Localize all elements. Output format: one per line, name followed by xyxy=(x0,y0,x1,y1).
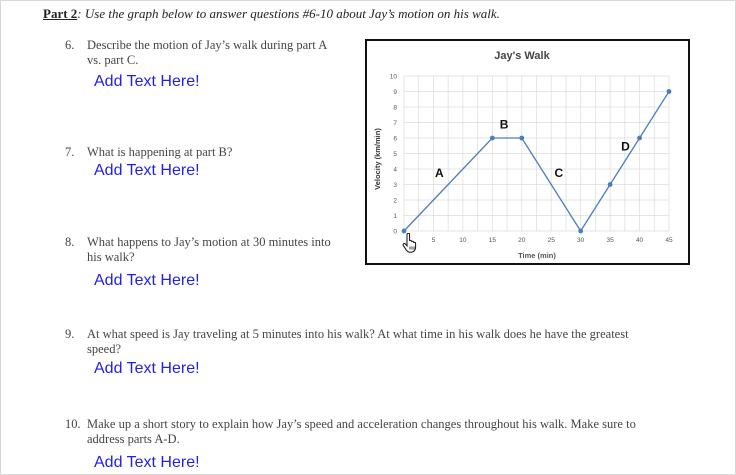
answer-field-7[interactable]: Add Text Here! xyxy=(94,162,200,179)
question-number: 9. xyxy=(65,327,75,341)
segment-label: C xyxy=(554,165,564,180)
y-tick-label: 10 xyxy=(389,73,397,81)
y-tick-label: 6 xyxy=(393,135,397,143)
y-tick-label: 8 xyxy=(393,104,397,112)
segment-label: D xyxy=(621,139,630,154)
y-axis-label: Velocity (km/min) xyxy=(373,128,382,190)
x-tick-label: 30 xyxy=(577,237,585,244)
segment-label: B xyxy=(499,117,509,132)
question-text-line1: What happens to Jay’s motion at 30 minutes into xyxy=(87,235,331,249)
x-tick-label: 10 xyxy=(459,237,467,244)
x-tick-label: 35 xyxy=(606,237,614,244)
data-point xyxy=(608,182,613,187)
part-instruction: : Use the graph below to answer questions #6-10 about Jay’s motion on his walk. xyxy=(77,6,500,21)
y-tick-label: 0 xyxy=(393,228,397,236)
x-tick-label: 45 xyxy=(665,237,673,244)
question-text-line1: What is happening at part B? xyxy=(87,145,233,159)
question-text-line2: vs. part C. xyxy=(87,53,139,67)
question-9 xyxy=(65,327,705,359)
answer-field-6[interactable]: Add Text Here! xyxy=(94,73,200,90)
part-label: Part 2 xyxy=(43,6,78,21)
answer-field-9[interactable]: Add Text Here! xyxy=(94,360,200,377)
question-number: 6. xyxy=(65,38,75,52)
question-text-line2: his walk? xyxy=(87,250,135,264)
question-text-line2: speed? xyxy=(87,342,122,356)
x-tick-label: 15 xyxy=(488,237,496,244)
question-number: 7. xyxy=(65,145,75,159)
y-tick-label: 4 xyxy=(393,166,397,174)
y-tick-label: 7 xyxy=(393,120,397,127)
y-tick-label: 9 xyxy=(393,89,397,96)
y-tick-label: 3 xyxy=(393,182,397,189)
data-point xyxy=(578,229,583,234)
question-number: 8. xyxy=(65,235,75,249)
question-text-line1: Describe the motion of Jay’s walk during part A xyxy=(87,38,328,52)
chart-svg xyxy=(367,41,688,263)
x-tick-label: 25 xyxy=(547,237,555,244)
x-tick-label: 5 xyxy=(431,237,436,244)
y-tick-label: 2 xyxy=(393,197,397,205)
question-number: 10. xyxy=(65,417,81,431)
chart-title: Jay's Walk xyxy=(494,50,550,62)
answer-field-10[interactable]: Add Text Here! xyxy=(94,454,200,471)
data-point xyxy=(667,89,672,94)
part-heading xyxy=(43,6,500,22)
question-7 xyxy=(65,145,355,161)
x-tick-label: 40 xyxy=(635,237,644,244)
velocity-chart xyxy=(365,39,690,265)
x-tick-label: 20 xyxy=(518,237,526,244)
question-10 xyxy=(65,417,715,449)
x-axis-label: Time (min) xyxy=(518,251,556,260)
chart-ticks xyxy=(390,74,673,245)
question-6 xyxy=(65,38,355,70)
hand-cursor-icon xyxy=(402,233,418,258)
question-text-line1: At what speed is Jay traveling at 5 minutes into his walk? At what time in his walk does he have the greatest xyxy=(87,327,629,341)
y-tick-label: 1 xyxy=(393,213,397,220)
data-point xyxy=(637,136,642,141)
data-point xyxy=(490,136,495,141)
question-text-line1: Make up a short story to explain how Jay’s speed and acceleration changes throughout his walk. Make sure to xyxy=(87,417,636,431)
question-8 xyxy=(65,235,355,267)
chart-annotations xyxy=(435,118,630,180)
data-point xyxy=(519,136,524,141)
y-tick-label: 5 xyxy=(393,151,397,158)
segment-label: A xyxy=(434,165,444,180)
question-text-line2: address parts A-D. xyxy=(87,432,180,446)
answer-field-8[interactable]: Add Text Here! xyxy=(94,272,200,289)
